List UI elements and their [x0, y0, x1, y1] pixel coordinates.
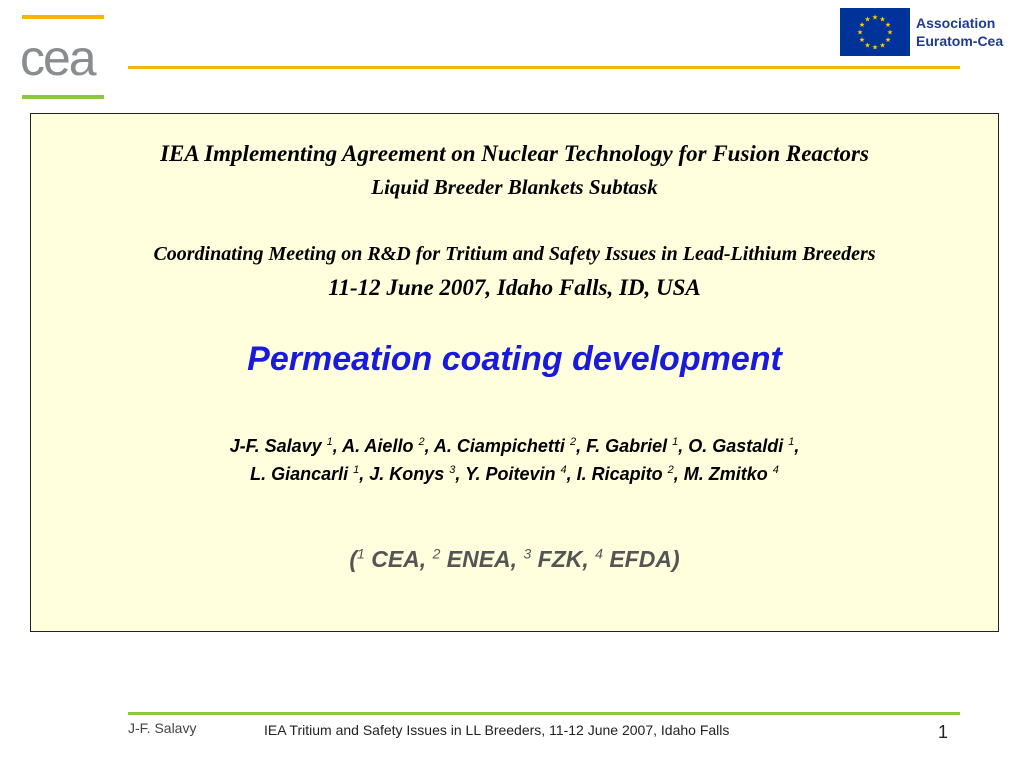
eu-star-icon: ★: [879, 16, 886, 24]
eu-star-icon: ★: [871, 44, 879, 52]
affiliation-index: 3: [523, 545, 532, 562]
eu-star-icon: ★: [856, 29, 864, 37]
author-affiliation-index: 1: [672, 436, 679, 448]
association-line2: Euratom-Cea: [916, 33, 1004, 49]
author-affiliation-index: 2: [569, 436, 577, 448]
affiliation-separator: ,: [510, 546, 524, 572]
author-name: J-F. Salavy: [229, 436, 327, 456]
header-divider: [128, 66, 960, 69]
author-name: L. Giancarli: [250, 464, 354, 484]
author-affiliation-index: 4: [772, 464, 779, 476]
affiliation-name: FZK: [531, 546, 583, 572]
affiliations-open: (: [349, 546, 358, 572]
cea-logo: cea: [20, 30, 95, 86]
eu-star-icon: ★: [879, 42, 886, 50]
affiliation-index: 1: [357, 545, 365, 562]
author-affiliation-index: 1: [326, 436, 333, 448]
affiliation-index: 2: [432, 545, 441, 562]
author-name: M. Zmitko: [683, 464, 773, 484]
logo-top-bar: [22, 15, 104, 19]
author-affiliation-index: 2: [418, 436, 425, 448]
author-separator: ,: [576, 436, 587, 456]
affiliation-name: ENEA: [440, 546, 511, 572]
footer-divider: [128, 712, 960, 715]
eu-star-icon: ★: [858, 37, 866, 44]
affiliation-name: CEA: [364, 546, 420, 572]
eu-star-icon: ★: [884, 37, 892, 44]
association-label: [916, 14, 1024, 50]
eu-star-icon: ★: [858, 22, 866, 29]
association-line1: Association: [916, 15, 996, 31]
author-name: F. Gabriel: [586, 436, 673, 456]
affiliation-name: EFDA: [602, 546, 672, 572]
author-name: I. Ricapito: [576, 464, 668, 484]
eu-flag-icon: [840, 8, 910, 56]
presentation-title: Permeation coating development: [247, 340, 782, 378]
author-separator: ,: [673, 464, 684, 484]
author-separator: ,: [424, 436, 434, 456]
subtask-heading: Liquid Breeder Blankets Subtask: [371, 175, 658, 199]
page-number: 1: [938, 722, 949, 742]
author-separator: ,: [794, 436, 800, 456]
author-affiliation-index: 3: [449, 464, 456, 476]
title-box: [30, 113, 999, 632]
eu-star-icon: ★: [864, 16, 871, 24]
eu-star-icon: ★: [884, 22, 892, 29]
footer-author: J-F. Salavy: [128, 720, 197, 736]
affiliations-close: ): [671, 546, 680, 572]
meeting-heading: Coordinating Meeting on R&D for Tritium and Safety Issues in Lead-Lithium Breeders: [153, 243, 876, 265]
author-separator: ,: [455, 464, 466, 484]
author-separator: ,: [359, 464, 370, 484]
author-name: O. Gastaldi: [688, 436, 789, 456]
author-affiliation-index: 4: [560, 464, 567, 476]
agreement-heading: IEA Implementing Agreement on Nuclear Technology for Fusion Reactors: [160, 141, 869, 166]
meeting-date-location: 11-12 June 2007, Idaho Falls, ID, USA: [328, 275, 701, 300]
author-affiliation-index: 1: [788, 436, 795, 448]
affiliations: [31, 546, 998, 573]
eu-star-icon: ★: [886, 29, 894, 37]
author-name: J. Konys: [369, 464, 450, 484]
footer-title: IEA Tritium and Safety Issues in LL Breeders, 11-12 June 2007, Idaho Falls: [264, 722, 730, 738]
author-name: Y. Poitevin: [465, 464, 561, 484]
author-separator: ,: [332, 436, 343, 456]
eu-star-icon: ★: [864, 42, 871, 50]
logo-bottom-bar: [22, 95, 104, 99]
affiliation-separator: ,: [582, 546, 596, 572]
author-name: A. Aiello: [342, 436, 419, 456]
author-name: A. Ciampichetti: [433, 436, 570, 456]
author-separator: ,: [566, 464, 577, 484]
affiliation-separator: ,: [419, 546, 433, 572]
affiliation-index: 4: [595, 545, 603, 562]
author-affiliation-index: 1: [353, 464, 360, 476]
author-affiliation-index: 2: [667, 464, 674, 476]
author-separator: ,: [678, 436, 689, 456]
eu-star-icon: ★: [871, 14, 879, 22]
authors-row-1: [31, 436, 998, 457]
authors-row-2: [31, 464, 998, 485]
